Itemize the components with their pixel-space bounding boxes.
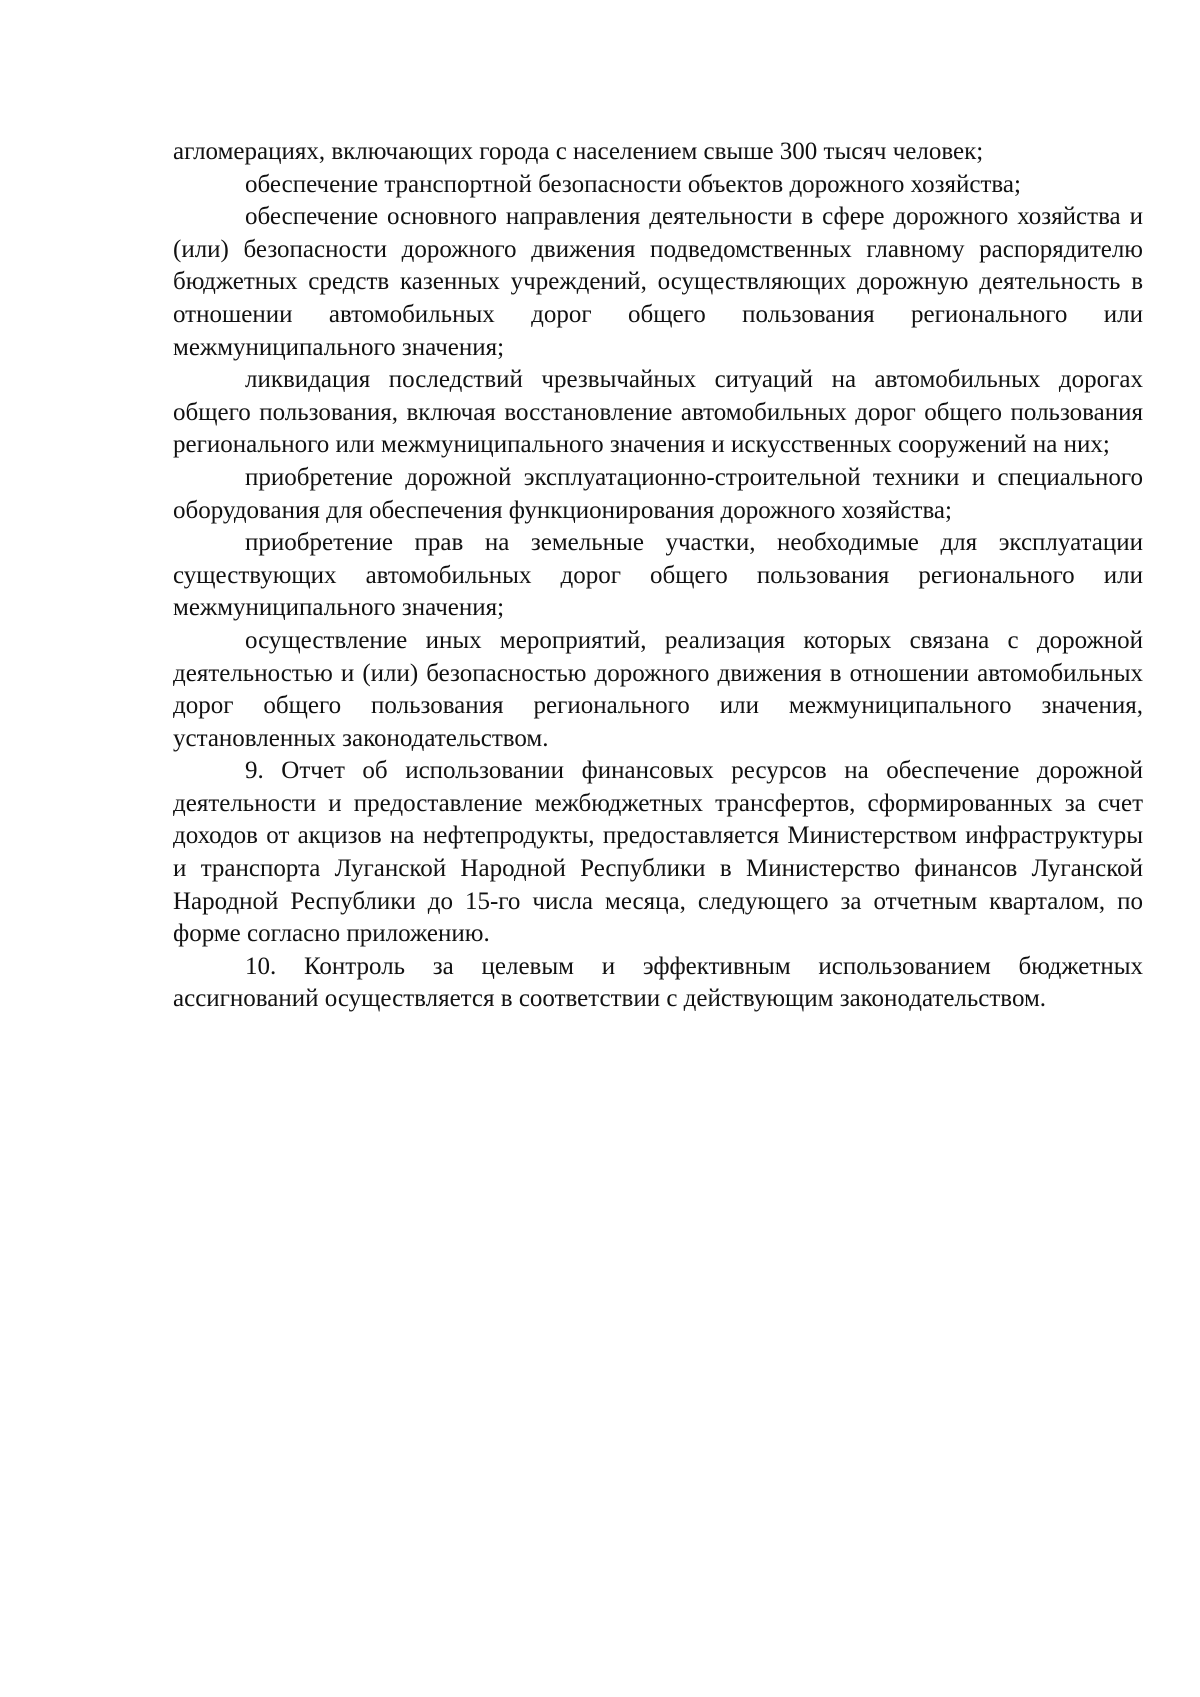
paragraph-item-9-report: 9. Отчет об использовании финансовых ресурсов на обеспечение дорожной деятельности и предоставление межбюджетных трансфертов, сформированных за счет доходов от акцизов на нефтепродукты, предоставляется Министерством инфраструктуры и транспорта Луганской Народной Республики в Министерство финансов Луганской Народной Республики до 15-го числа месяца, следующего за отчетным кварталом, по форме согласно приложению.	[173, 757, 1143, 948]
paragraph-item-10-control: 10. Контроль за целевым и эффективным использованием бюджетных ассигнований осуществляется в соответствии с действующим законодательством.	[173, 952, 1143, 1013]
paragraph-main-activity: обеспечение основного направления деятельности в сфере дорожного хозяйства и (или) безопасности дорожного движения подведомственных главному распорядителю бюджетных средств казенных учреждений, осуществляющих дорожную деятельность в отношении автомобильных дорог общего пользования регионального или межмуниципального значения;	[173, 203, 1143, 361]
paragraph-other-measures: осуществление иных мероприятий, реализация которых связана с дорожной деятельностью и (или) безопасностью дорожного движения в отношении автомобильных дорог общего пользования регионального или межмуниципального значения, установленных законодательством.	[173, 626, 1143, 752]
paragraph-equipment-purchase: приобретение дорожной эксплуатационно-строительной техники и специального оборудования для обеспечения функционирования дорожного хозяйства;	[173, 463, 1143, 524]
paragraph-continuation: агломерациях, включающих города с населением свыше 300 тысяч человек;	[173, 138, 984, 165]
document-body	[173, 136, 1143, 1016]
paragraph-land-rights: приобретение прав на земельные участки, необходимые для эксплуатации существующих автомобильных дорог общего пользования регионального или межмуниципального значения;	[173, 529, 1143, 622]
paragraph-transport-security: обеспечение транспортной безопасности объектов дорожного хозяйства;	[245, 170, 1021, 198]
paragraph-emergency-liquidation: ликвидация последствий чрезвычайных ситуаций на автомобильных дорогах общего пользования, включая восстановление автомобильных дорог общего пользования регионального или межмуниципального значения и искусственных сооружений на них;	[173, 366, 1143, 459]
